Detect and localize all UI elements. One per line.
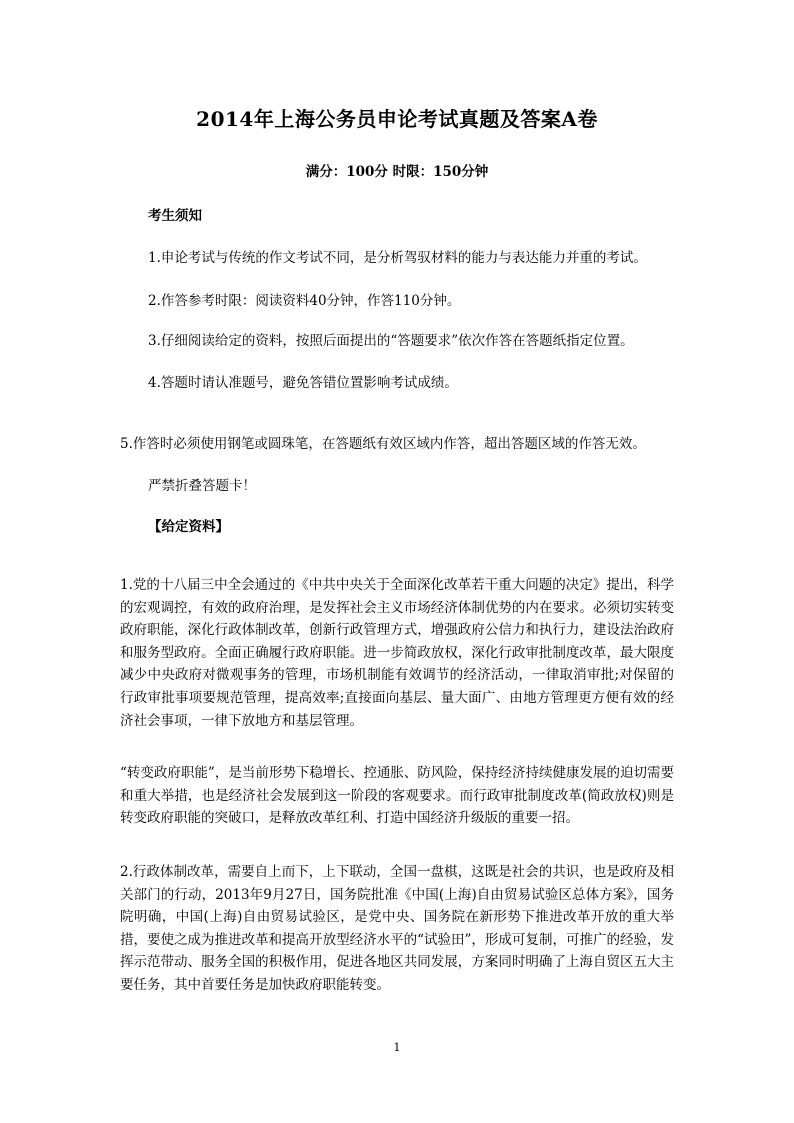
notice-item-1: 1.申论考试与传统的作文考试不同，是分析驾驭材料的能力与表达能力并重的考试。 — [148, 250, 647, 266]
document-title: 2014年上海公务员申论考试真题及答案A卷 — [196, 107, 598, 131]
notice-item-3: 3.仔细阅读给定的资料，按照后面提出的“答题要求”依次作答在答题纸指定位置。 — [148, 333, 634, 349]
material-paragraph-3: 2.行政体制改革，需要自上而下，上下联动，全国一盘棋，这既是社会的共识，也是政府及相关部门的行动，2013年9月27日，国务院批准《中国(上海)自由贸易试验区总体方案》，国务院明确，中国(上海)自由贸易试验区，是党中央、国务院在新形势下推进改革开放的重大举措，要使之成为推进改革和提高开放型经济水平的“试验田”，形成可复制，可推广的经验，发挥示范带动、服务全国的积极作用，促进各地区共同发展，方案同时明确了上海自贸区五大主要任务，其中首要任务是加快政府职能转变。 — [120, 864, 674, 993]
material-paragraph-1: 1.党的十八届三中全会通过的《中共中央关于全面深化改革若干重大问题的决定》提出，科学的宏观调控，有效的政府治理，是发挥社会主义市场经济体制优势的内在要求。必须切实转变政府职能，深化行政体制改革，创新行政管理方式，增强政府公信力和执行力，建设法治政府和服务型政府。全面正确履行政府职能。进一步简政放权，深化行政审批制度改革，最大限度减少中央政府对微观事务的管理，市场机制能有效调节的经济活动，一律取消审批;对保留的行政审批事项要规范管理，提高效率;直接面向基层、量大面广、由地方管理更方便有效的经济社会事项，一律下放地方和基层管理。 — [120, 577, 674, 729]
materials-heading: 【给定资料】 — [148, 519, 229, 535]
page-number: 1 — [393, 1041, 401, 1054]
notice-item-4: 4.答题时请认准题号，避免答错位置影响考试成绩。 — [148, 375, 458, 391]
material-paragraph-2: “转变政府职能”，是当前形势下稳增长、控通胀、防风险，保持经济持续健康发展的迫切需要和重大举措，也是经济社会发展到这一阶段的客观要求。而行政审批制度改革(简政放权)则是转变政府职能的突破口，是释放改革红利、打造中国经济升级版的重要一招。 — [120, 765, 674, 827]
notice-item-2: 2.作答参考时限：阅读资料40分钟，作答110分钟。 — [148, 293, 461, 309]
notice-item-5: 5.作答时必须使用钢笔或圆珠笔，在答题纸有效区域内作答，超出答题区域的作答无效。 — [120, 436, 646, 452]
notice-warning: 严禁折叠答题卡！ — [148, 478, 256, 494]
notice-heading: 考生须知 — [148, 208, 202, 224]
score-time-limit: 满分：100分 时限：150分钟 — [305, 164, 489, 180]
